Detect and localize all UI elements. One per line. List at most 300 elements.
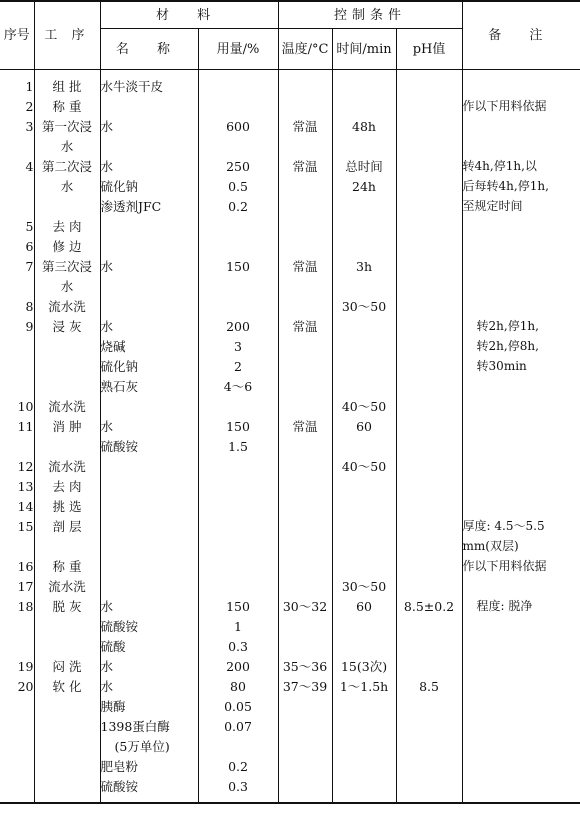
cell-temp: 常温: [278, 256, 332, 276]
cell-process: 流水洗: [34, 456, 100, 476]
cell-time: 40～50: [332, 456, 396, 476]
cell-process: 修 边: [34, 236, 100, 256]
cell-remark: [462, 716, 580, 736]
cell-ph: [396, 756, 462, 776]
cell-seq: [0, 736, 34, 756]
cell-ph: [396, 736, 462, 756]
cell-material: 胰酶: [100, 696, 198, 716]
cell-temp: [278, 476, 332, 496]
cell-material: 硫酸铵: [100, 436, 198, 456]
cell-process: 去 肉: [34, 476, 100, 496]
table-row: [0, 776, 580, 803]
cell-amount: 250: [198, 156, 278, 176]
cell-material: 水: [100, 116, 198, 136]
cell-amount: [198, 556, 278, 576]
cell-seq: 16: [17, 558, 34, 574]
cell-time: 15(3次): [332, 656, 396, 676]
cell-temp: [278, 776, 332, 803]
cell-seq: 6: [25, 238, 34, 254]
cell-ph: [396, 156, 462, 176]
cell-seq: 19: [17, 658, 34, 674]
cell-process: [34, 336, 100, 356]
cell-temp: [278, 696, 332, 716]
cell-ph: [396, 536, 462, 556]
cell-remark: [462, 396, 580, 416]
cell-process: [34, 616, 100, 636]
cell-temp: [278, 176, 332, 196]
cell-material: [100, 276, 198, 296]
cell-seq: 14: [17, 498, 34, 514]
cell-material: [100, 236, 198, 256]
cell-ph: [396, 316, 462, 336]
cell-process: 水: [34, 176, 100, 196]
cell-amount: [198, 216, 278, 236]
cell-time: [332, 756, 396, 776]
cell-remark: [462, 296, 580, 316]
cell-temp: 37～39: [278, 676, 332, 696]
table-row: [0, 476, 580, 496]
cell-time: [332, 616, 396, 636]
cell-amount: [198, 296, 278, 316]
cell-remark: [462, 436, 580, 456]
cell-remark: [462, 456, 580, 476]
cell-temp: [278, 456, 332, 476]
table-row: [0, 256, 580, 276]
cell-material: [100, 576, 198, 596]
cell-temp: [278, 736, 332, 756]
cell-amount: 200: [198, 316, 278, 336]
cell-remark: [462, 476, 580, 496]
cell-remark: [462, 416, 580, 436]
cell-material: [100, 516, 198, 536]
cell-seq: [0, 436, 34, 456]
cell-time: [332, 696, 396, 716]
cell-material: [100, 136, 198, 156]
header-seq: 序号: [0, 1, 34, 70]
cell-amount: 0.2: [198, 196, 278, 216]
cell-process: 浸 灰: [34, 316, 100, 336]
cell-ph: [396, 396, 462, 416]
cell-seq: 2: [25, 98, 34, 114]
cell-time: [332, 556, 396, 576]
cell-temp: 30～32: [278, 596, 332, 616]
cell-ph: [396, 336, 462, 356]
cell-material: 硫酸: [100, 636, 198, 656]
cell-amount: 2: [198, 356, 278, 376]
cell-material: 水: [100, 656, 198, 676]
cell-amount: 3: [198, 336, 278, 356]
cell-seq: 15: [17, 518, 34, 534]
cell-material: 水: [100, 316, 198, 336]
table-row: [0, 616, 580, 636]
cell-ph: [396, 476, 462, 496]
header-process: [34, 1, 100, 70]
table-row: [0, 316, 580, 336]
cell-ph: 8.5: [396, 676, 462, 696]
table-row: [0, 236, 580, 256]
cell-temp: [278, 556, 332, 576]
cell-ph: [396, 136, 462, 156]
cell-remark: 转4h,停1h,以: [462, 156, 580, 176]
cell-remark: [462, 216, 580, 236]
cell-material: [100, 96, 198, 116]
cell-temp: [278, 336, 332, 356]
cell-remark: [462, 70, 580, 97]
cell-process: [34, 536, 100, 556]
cell-ph: [396, 556, 462, 576]
cell-remark: [462, 696, 580, 716]
table-row: [0, 116, 580, 136]
cell-process: 挑 选: [34, 496, 100, 516]
cell-temp: 35～36: [278, 656, 332, 676]
cell-seq: [0, 196, 34, 216]
cell-remark: [462, 616, 580, 636]
cell-process: 去 肉: [34, 216, 100, 236]
table-row: [0, 156, 580, 176]
cell-amount: [198, 516, 278, 536]
cell-process: 水: [34, 136, 100, 156]
cell-temp: [278, 396, 332, 416]
cell-process: 组 批: [34, 70, 100, 97]
cell-seq: [0, 536, 34, 556]
cell-temp: [278, 136, 332, 156]
cell-material: 水: [100, 596, 198, 616]
cell-amount: [198, 536, 278, 556]
cell-remark: [462, 276, 580, 296]
cell-ph: 8.5±0.2: [396, 596, 462, 616]
cell-seq: 5: [25, 218, 34, 234]
cell-temp: [278, 70, 332, 97]
cell-time: [332, 96, 396, 116]
cell-process: [34, 356, 100, 376]
cell-remark: [462, 376, 580, 396]
cell-process: 流水洗: [34, 296, 100, 316]
cell-temp: [278, 196, 332, 216]
cell-amount: 0.05: [198, 696, 278, 716]
table-row: [0, 196, 580, 216]
cell-amount: 0.07: [198, 716, 278, 736]
cell-ph: [396, 276, 462, 296]
cell-time: [332, 236, 396, 256]
cell-seq: [0, 136, 34, 156]
cell-time: 3h: [332, 256, 396, 276]
cell-amount: 0.2: [198, 756, 278, 776]
cell-seq: 18: [17, 598, 34, 614]
cell-remark: [462, 496, 580, 516]
cell-material: 渗透剂JFC: [100, 196, 198, 216]
header-remarks-label: 备 注: [488, 28, 555, 43]
cell-material: 水牛淡干皮: [100, 70, 198, 97]
cell-process: 第三次浸: [34, 256, 100, 276]
cell-seq: [0, 776, 34, 803]
table-row: [0, 536, 580, 556]
cell-time: [332, 356, 396, 376]
cell-material: 硫化钠: [100, 176, 198, 196]
cell-material: [100, 396, 198, 416]
cell-material: [100, 456, 198, 476]
cell-ph: [396, 456, 462, 476]
cell-ph: [396, 776, 462, 803]
cell-seq: 1: [25, 78, 34, 94]
cell-remark: [462, 736, 580, 756]
cell-process: 水: [34, 276, 100, 296]
table-row: [0, 416, 580, 436]
table-row: [0, 636, 580, 656]
cell-material: [100, 556, 198, 576]
cell-seq: 8: [25, 298, 34, 314]
cell-material: 水: [100, 256, 198, 276]
header-name: [100, 29, 198, 70]
table-row: [0, 736, 580, 756]
cell-amount: 1.5: [198, 436, 278, 456]
cell-temp: [278, 356, 332, 376]
cell-temp: 常温: [278, 156, 332, 176]
cell-ph: [396, 356, 462, 376]
table-row: [0, 676, 580, 696]
cell-process: [34, 636, 100, 656]
cell-time: [332, 516, 396, 536]
cell-amount: [198, 736, 278, 756]
cell-amount: [198, 496, 278, 516]
cell-amount: 150: [198, 256, 278, 276]
cell-remark: [462, 656, 580, 676]
header-name-label: 名 称: [115, 41, 183, 57]
cell-ph: [396, 70, 462, 97]
cell-temp: [278, 636, 332, 656]
cell-ph: [396, 616, 462, 636]
cell-material: 硫化钠: [100, 356, 198, 376]
cell-temp: [278, 716, 332, 736]
cell-seq: 11: [17, 418, 34, 434]
cell-seq: [0, 176, 34, 196]
cell-process: [34, 696, 100, 716]
cell-time: 30～50: [332, 576, 396, 596]
table-row: [0, 356, 580, 376]
cell-seq: [0, 716, 34, 736]
cell-time: [332, 636, 396, 656]
cell-process: [34, 776, 100, 803]
cell-process: 脱 灰: [34, 596, 100, 616]
cell-seq: [0, 376, 34, 396]
cell-temp: [278, 616, 332, 636]
table-row: [0, 276, 580, 296]
cell-remark: [462, 136, 580, 156]
cell-time: [332, 316, 396, 336]
cell-amount: [198, 276, 278, 296]
cell-remark: 作以下用料依据: [462, 96, 580, 116]
cell-seq: [0, 616, 34, 636]
cell-amount: [198, 476, 278, 496]
header-materials-label: 材 料: [155, 7, 223, 23]
cell-material: [100, 536, 198, 556]
cell-remark: [462, 756, 580, 776]
cell-material: 熟石灰: [100, 376, 198, 396]
cell-remark: [462, 676, 580, 696]
cell-temp: [278, 236, 332, 256]
table-row: [0, 716, 580, 736]
cell-temp: [278, 756, 332, 776]
cell-temp: 常温: [278, 416, 332, 436]
cell-time: [332, 276, 396, 296]
cell-amount: 4～6: [198, 376, 278, 396]
cell-time: 48h: [332, 116, 396, 136]
cell-ph: [396, 716, 462, 736]
cell-remark: [462, 256, 580, 276]
cell-material: 1398蛋白酶: [100, 716, 198, 736]
cell-time: [332, 716, 396, 736]
cell-remark: [462, 576, 580, 596]
header-ph: pH值: [396, 29, 462, 70]
cell-amount: 0.5: [198, 176, 278, 196]
cell-temp: [278, 376, 332, 396]
cell-seq: 12: [17, 458, 34, 474]
cell-time: [332, 736, 396, 756]
cell-remark: mm(双层): [462, 536, 580, 556]
table-row: [0, 396, 580, 416]
cell-time: 30～50: [332, 296, 396, 316]
cell-time: 总时间: [332, 156, 396, 176]
cell-remark: [462, 776, 580, 803]
cell-temp: [278, 536, 332, 556]
cell-remark: 转30min: [462, 356, 580, 376]
cell-amount: 0.3: [198, 636, 278, 656]
cell-amount: 150: [198, 416, 278, 436]
cell-seq: [0, 336, 34, 356]
cell-material: 水: [100, 416, 198, 436]
cell-amount: 1: [198, 616, 278, 636]
cell-seq: 4: [25, 158, 34, 174]
table-row: [0, 70, 580, 97]
table-row: [0, 596, 580, 616]
cell-amount: [198, 236, 278, 256]
cell-time: [332, 436, 396, 456]
cell-material: [100, 216, 198, 236]
cell-time: [332, 70, 396, 97]
cell-remark: 作以下用料依据: [462, 556, 580, 576]
cell-time: [332, 336, 396, 356]
cell-process: [34, 716, 100, 736]
table-body: [0, 70, 580, 804]
cell-amount: 600: [198, 116, 278, 136]
cell-material: (5万单位): [100, 736, 198, 756]
table-row: [0, 436, 580, 456]
cell-ph: [396, 96, 462, 116]
cell-amount: [198, 576, 278, 596]
cell-process: [34, 756, 100, 776]
cell-remark: 转2h,停8h,: [462, 336, 580, 356]
cell-remark: [462, 116, 580, 136]
cell-remark: 转2h,停1h,: [462, 316, 580, 336]
header-remarks: [462, 1, 580, 70]
cell-amount: 0.3: [198, 776, 278, 803]
cell-amount: [198, 96, 278, 116]
cell-amount: 200: [198, 656, 278, 676]
cell-process: 流水洗: [34, 576, 100, 596]
cell-time: [332, 496, 396, 516]
cell-process: 称 重: [34, 96, 100, 116]
cell-remark: 后每转4h,停1h,: [462, 176, 580, 196]
cell-seq: 7: [25, 258, 34, 274]
cell-amount: [198, 456, 278, 476]
table-row: [0, 216, 580, 236]
cell-amount: [198, 70, 278, 97]
cell-material: 水: [100, 156, 198, 176]
cell-seq: 3: [25, 118, 34, 134]
header-materials: [100, 1, 278, 29]
cell-seq: 20: [17, 678, 34, 694]
cell-seq: 17: [17, 578, 34, 594]
table-row: [0, 296, 580, 316]
cell-process: [34, 436, 100, 456]
cell-amount: [198, 136, 278, 156]
cell-process: 称 重: [34, 556, 100, 576]
table-row: [0, 756, 580, 776]
cell-process: [34, 376, 100, 396]
cell-process: [34, 196, 100, 216]
header-time: 时间/min: [332, 29, 396, 70]
cell-temp: 常温: [278, 116, 332, 136]
cell-remark: 至规定时间: [462, 196, 580, 216]
header-control: [278, 1, 462, 29]
cell-ph: [396, 216, 462, 236]
table-row: [0, 176, 580, 196]
cell-ph: [396, 696, 462, 716]
cell-temp: [278, 96, 332, 116]
cell-temp: 常温: [278, 316, 332, 336]
cell-material: [100, 496, 198, 516]
cell-process: [34, 736, 100, 756]
cell-temp: [278, 296, 332, 316]
cell-time: [332, 476, 396, 496]
cell-temp: [278, 276, 332, 296]
table-row: [0, 336, 580, 356]
cell-ph: [396, 296, 462, 316]
table-row: [0, 556, 580, 576]
cell-remark: 厚度: 4.5～5.5: [462, 516, 580, 536]
cell-seq: [0, 356, 34, 376]
table-row: [0, 696, 580, 716]
cell-process: 第二次浸: [34, 156, 100, 176]
cell-time: [332, 196, 396, 216]
cell-ph: [396, 496, 462, 516]
cell-temp: [278, 576, 332, 596]
cell-amount: [198, 396, 278, 416]
cell-time: 24h: [332, 176, 396, 196]
cell-ph: [396, 656, 462, 676]
header-temp: 温度/°C: [278, 29, 332, 70]
cell-material: 肥皂粉: [100, 756, 198, 776]
table-row: [0, 96, 580, 116]
cell-time: [332, 536, 396, 556]
cell-process: 流水洗: [34, 396, 100, 416]
cell-seq: 13: [17, 478, 34, 494]
cell-ph: [396, 176, 462, 196]
cell-time: [332, 136, 396, 156]
cell-remark: 程度: 脱净: [462, 596, 580, 616]
cell-ph: [396, 116, 462, 136]
table-row: [0, 516, 580, 536]
cell-process: 剖 层: [34, 516, 100, 536]
cell-temp: [278, 496, 332, 516]
header-amount: 用量/%: [198, 29, 278, 70]
cell-ph: [396, 256, 462, 276]
cell-process: 消 肿: [34, 416, 100, 436]
cell-process: 闷 洗: [34, 656, 100, 676]
cell-ph: [396, 416, 462, 436]
table-header: [0, 1, 580, 70]
cell-seq: 9: [25, 318, 34, 334]
cell-material: [100, 476, 198, 496]
